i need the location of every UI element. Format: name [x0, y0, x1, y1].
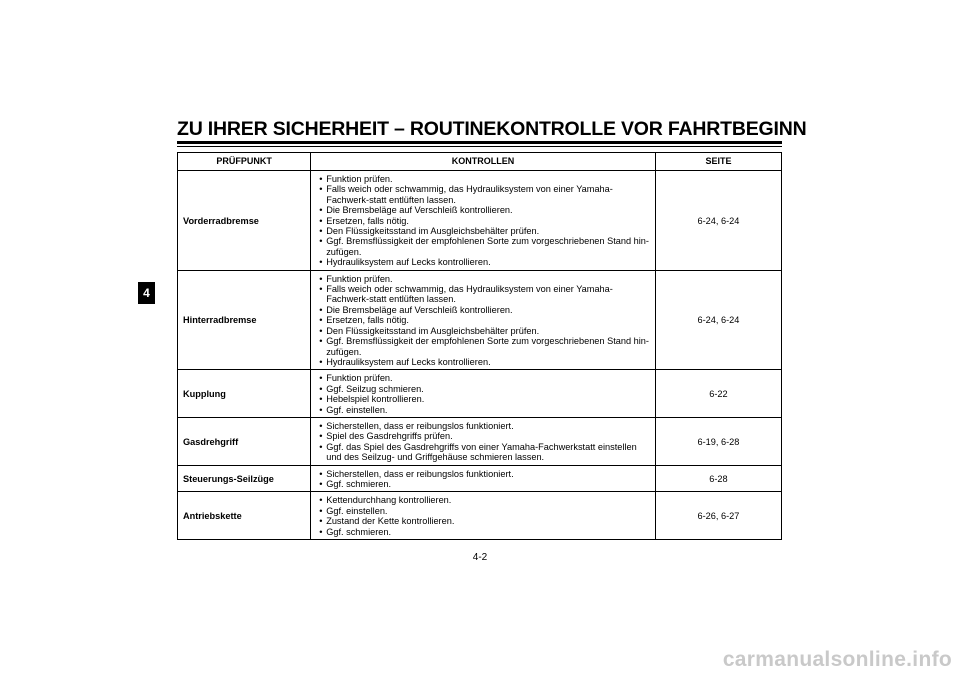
check-item-cell: Steuerungs-Seilzüge [178, 465, 311, 492]
checks-list [316, 174, 650, 268]
watermark: carmanualsonline.info [722, 648, 952, 671]
checks-list [316, 274, 650, 368]
check-list-item: • Ggf. schmieren. [316, 527, 650, 537]
table-row [178, 417, 782, 465]
page-number: 4-2 [472, 552, 488, 563]
check-list-item: • Falls weich oder schwammig, das Hydrauliksystem von einer Yamaha-Fachwerk-statt entlüften lassen. [316, 184, 650, 205]
check-list-item: • Ggf. Bremsflüssigkeit der empfohlenen Sorte zum vorgeschriebenen Stand hin-zufügen. [316, 336, 650, 357]
check-list-item: • Ggf. einstellen. [316, 506, 650, 516]
checks-list [316, 469, 650, 490]
title-rule-thin [177, 146, 782, 147]
check-list-item: • Ggf. einstellen. [316, 405, 650, 415]
checks-list [316, 373, 650, 415]
page-ref-cell: 6-24, 6-24 [655, 171, 781, 271]
check-list-item: • Den Flüssigkeitsstand im Ausgleichsbehälter prüfen. [316, 226, 650, 236]
table-row [178, 171, 782, 271]
table-header-row [178, 153, 782, 171]
table-row [178, 492, 782, 540]
checks-cell [311, 465, 656, 492]
table-row [178, 270, 782, 370]
check-list-item: • Falls weich oder schwammig, das Hydrauliksystem von einer Yamaha-Fachwerk-statt entlüften lassen. [316, 284, 650, 305]
checks-list [316, 421, 650, 463]
chapter-tab: 4 [138, 282, 155, 304]
check-list-item: • Funktion prüfen. [316, 373, 650, 383]
table-row [178, 465, 782, 492]
page-ref-cell: 6-26, 6-27 [655, 492, 781, 540]
checks-cell [311, 171, 656, 271]
check-list-item: • Hebelspiel kontrollieren. [316, 394, 650, 404]
page-ref-cell: 6-24, 6-24 [655, 270, 781, 370]
check-list-item: • Den Flüssigkeitsstand im Ausgleichsbehälter prüfen. [316, 326, 650, 336]
header-page: SEITE [655, 153, 781, 171]
check-list-item: • Spiel des Gasdrehgriffs prüfen. [316, 431, 650, 441]
check-list-item: • Ggf. schmieren. [316, 479, 650, 489]
checks-cell [311, 370, 656, 418]
checks-cell [311, 270, 656, 370]
check-list-item: • Ggf. Seilzug schmieren. [316, 384, 650, 394]
table-row [178, 370, 782, 418]
check-list-item: • Ggf. das Spiel des Gasdrehgriffs von einer Yamaha-Fachwerkstatt einstellen und des Seilzug- und Griffgehäuse schmieren lassen. [316, 442, 650, 463]
check-list-item: • Ggf. Bremsflüssigkeit der empfohlenen Sorte zum vorgeschriebenen Stand hin-zufügen. [316, 236, 650, 257]
check-list-item: • Kettendurchhang kontrollieren. [316, 495, 650, 505]
check-list-item: • Ersetzen, falls nötig. [316, 315, 650, 325]
check-list-item: • Die Bremsbeläge auf Verschleiß kontrollieren. [316, 205, 650, 215]
header-checks: KONTROLLEN [311, 153, 656, 171]
check-list-item: • Sicherstellen, dass er reibungslos funktioniert. [316, 469, 650, 479]
check-list-item: • Hydrauliksystem auf Lecks kontrollieren. [316, 357, 650, 367]
check-item-cell: Hinterradbremse [178, 270, 311, 370]
page-ref-cell: 6-22 [655, 370, 781, 418]
checks-list [316, 495, 650, 537]
check-list-item: • Sicherstellen, dass er reibungslos funktioniert. [316, 421, 650, 431]
check-item-cell: Kupplung [178, 370, 311, 418]
check-item-cell: Antriebskette [178, 492, 311, 540]
checks-cell [311, 492, 656, 540]
page-title: ZU IHRER SICHERHEIT – ROUTINEKONTROLLE VOR FAHRTBEGINN [177, 118, 807, 140]
header-check-item: PRÜFPUNKT [178, 153, 311, 171]
check-list-item: • Funktion prüfen. [316, 274, 650, 284]
page-ref-cell: 6-19, 6-28 [655, 417, 781, 465]
title-rule-thick [177, 141, 782, 144]
check-list-item: • Zustand der Kette kontrollieren. [316, 516, 650, 526]
page-ref-cell: 6-28 [655, 465, 781, 492]
checks-cell [311, 417, 656, 465]
check-list-item: • Ersetzen, falls nötig. [316, 216, 650, 226]
check-item-cell: Vorderradbremse [178, 171, 311, 271]
check-list-item: • Die Bremsbeläge auf Verschleiß kontrollieren. [316, 305, 650, 315]
routine-check-table [177, 152, 782, 540]
check-list-item: • Funktion prüfen. [316, 174, 650, 184]
check-list-item: • Hydrauliksystem auf Lecks kontrollieren. [316, 257, 650, 267]
check-item-cell: Gasdrehgriff [178, 417, 311, 465]
